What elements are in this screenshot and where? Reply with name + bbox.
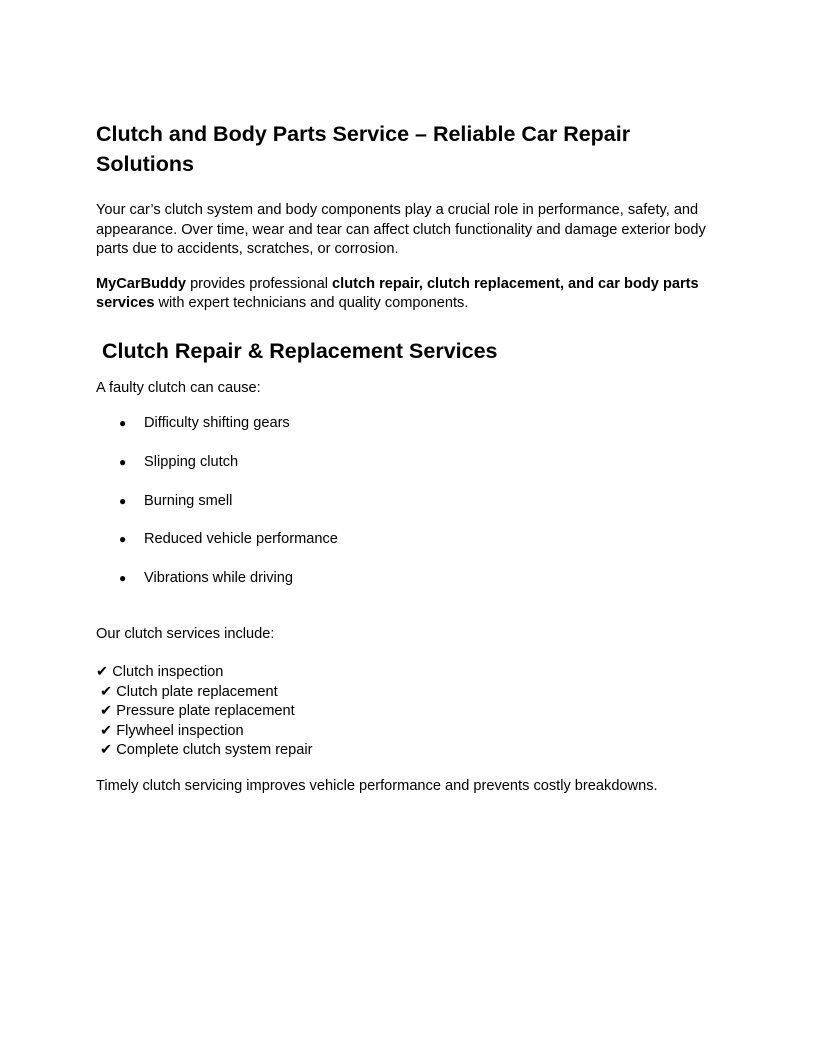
section-heading-clutch: Clutch Repair & Replacement Services — [102, 338, 498, 363]
list-item-text: Slipping clutch — [144, 453, 239, 470]
bullet-icon: ● — [119, 416, 127, 430]
list-item — [96, 492, 720, 512]
list-item-text: Burning smell — [144, 492, 233, 509]
bullet-icon: ● — [119, 454, 127, 469]
list-item — [96, 569, 720, 589]
list-item — [96, 414, 720, 434]
offer-highlight: clutch repair, clutch replacement, and car body parts services — [96, 275, 699, 311]
services-lead: Our clutch services include: — [96, 625, 275, 642]
checklist-item — [96, 741, 720, 761]
bullet-icon: ● — [119, 571, 127, 586]
brand-name: MyCarBuddy — [96, 275, 187, 292]
checklist-item — [96, 702, 720, 722]
checklist-item-text: Flywheel inspection — [116, 722, 244, 739]
list-item-text: Reduced vehicle performance — [144, 531, 338, 548]
checkmark-icon: ✔ — [96, 664, 109, 681]
page-title: Clutch and Body Parts Service – Reliable Car Repair Solutions — [96, 122, 631, 176]
checklist-item — [96, 663, 720, 683]
list-item-text: Difficulty shifting gears — [144, 415, 290, 431]
list-item — [96, 453, 720, 473]
offer-text-2: with expert technicians and quality components. — [154, 295, 469, 311]
checklist-item-text: Complete clutch system repair — [116, 742, 313, 759]
checkmark-icon: ✔ — [100, 683, 113, 700]
offer-text-1: provides professional — [186, 275, 333, 292]
checkmark-icon: ✔ — [100, 742, 113, 759]
offer-paragraph — [96, 275, 720, 314]
checklist-item-text: Clutch inspection — [112, 664, 224, 681]
list-item-text: Vibrations while driving — [144, 570, 293, 587]
checklist-item — [96, 683, 720, 703]
checkmark-icon: ✔ — [100, 703, 113, 720]
bullet-icon: ● — [119, 532, 127, 547]
checkmark-icon: ✔ — [100, 722, 113, 739]
list-item — [96, 530, 720, 550]
intro-paragraph: Your car’s clutch system and body components play a crucial role in performance, safety, and appearance. Over time, wear and tear can affect clutch functionality and damage exterior body parts due to accidents, scratches, or corrosion. — [96, 202, 706, 257]
checklist-item — [96, 722, 720, 742]
closing-paragraph: Timely clutch servicing improves vehicle performance and prevents costly breakdowns. — [96, 777, 658, 794]
checklist-item-text: Clutch plate replacement — [116, 683, 278, 700]
bullet-icon: ● — [119, 493, 127, 508]
causes-list — [96, 414, 720, 589]
services-checklist — [96, 663, 720, 761]
checklist-item-text: Pressure plate replacement — [116, 703, 295, 720]
causes-lead: A faulty clutch can cause: — [96, 379, 261, 396]
